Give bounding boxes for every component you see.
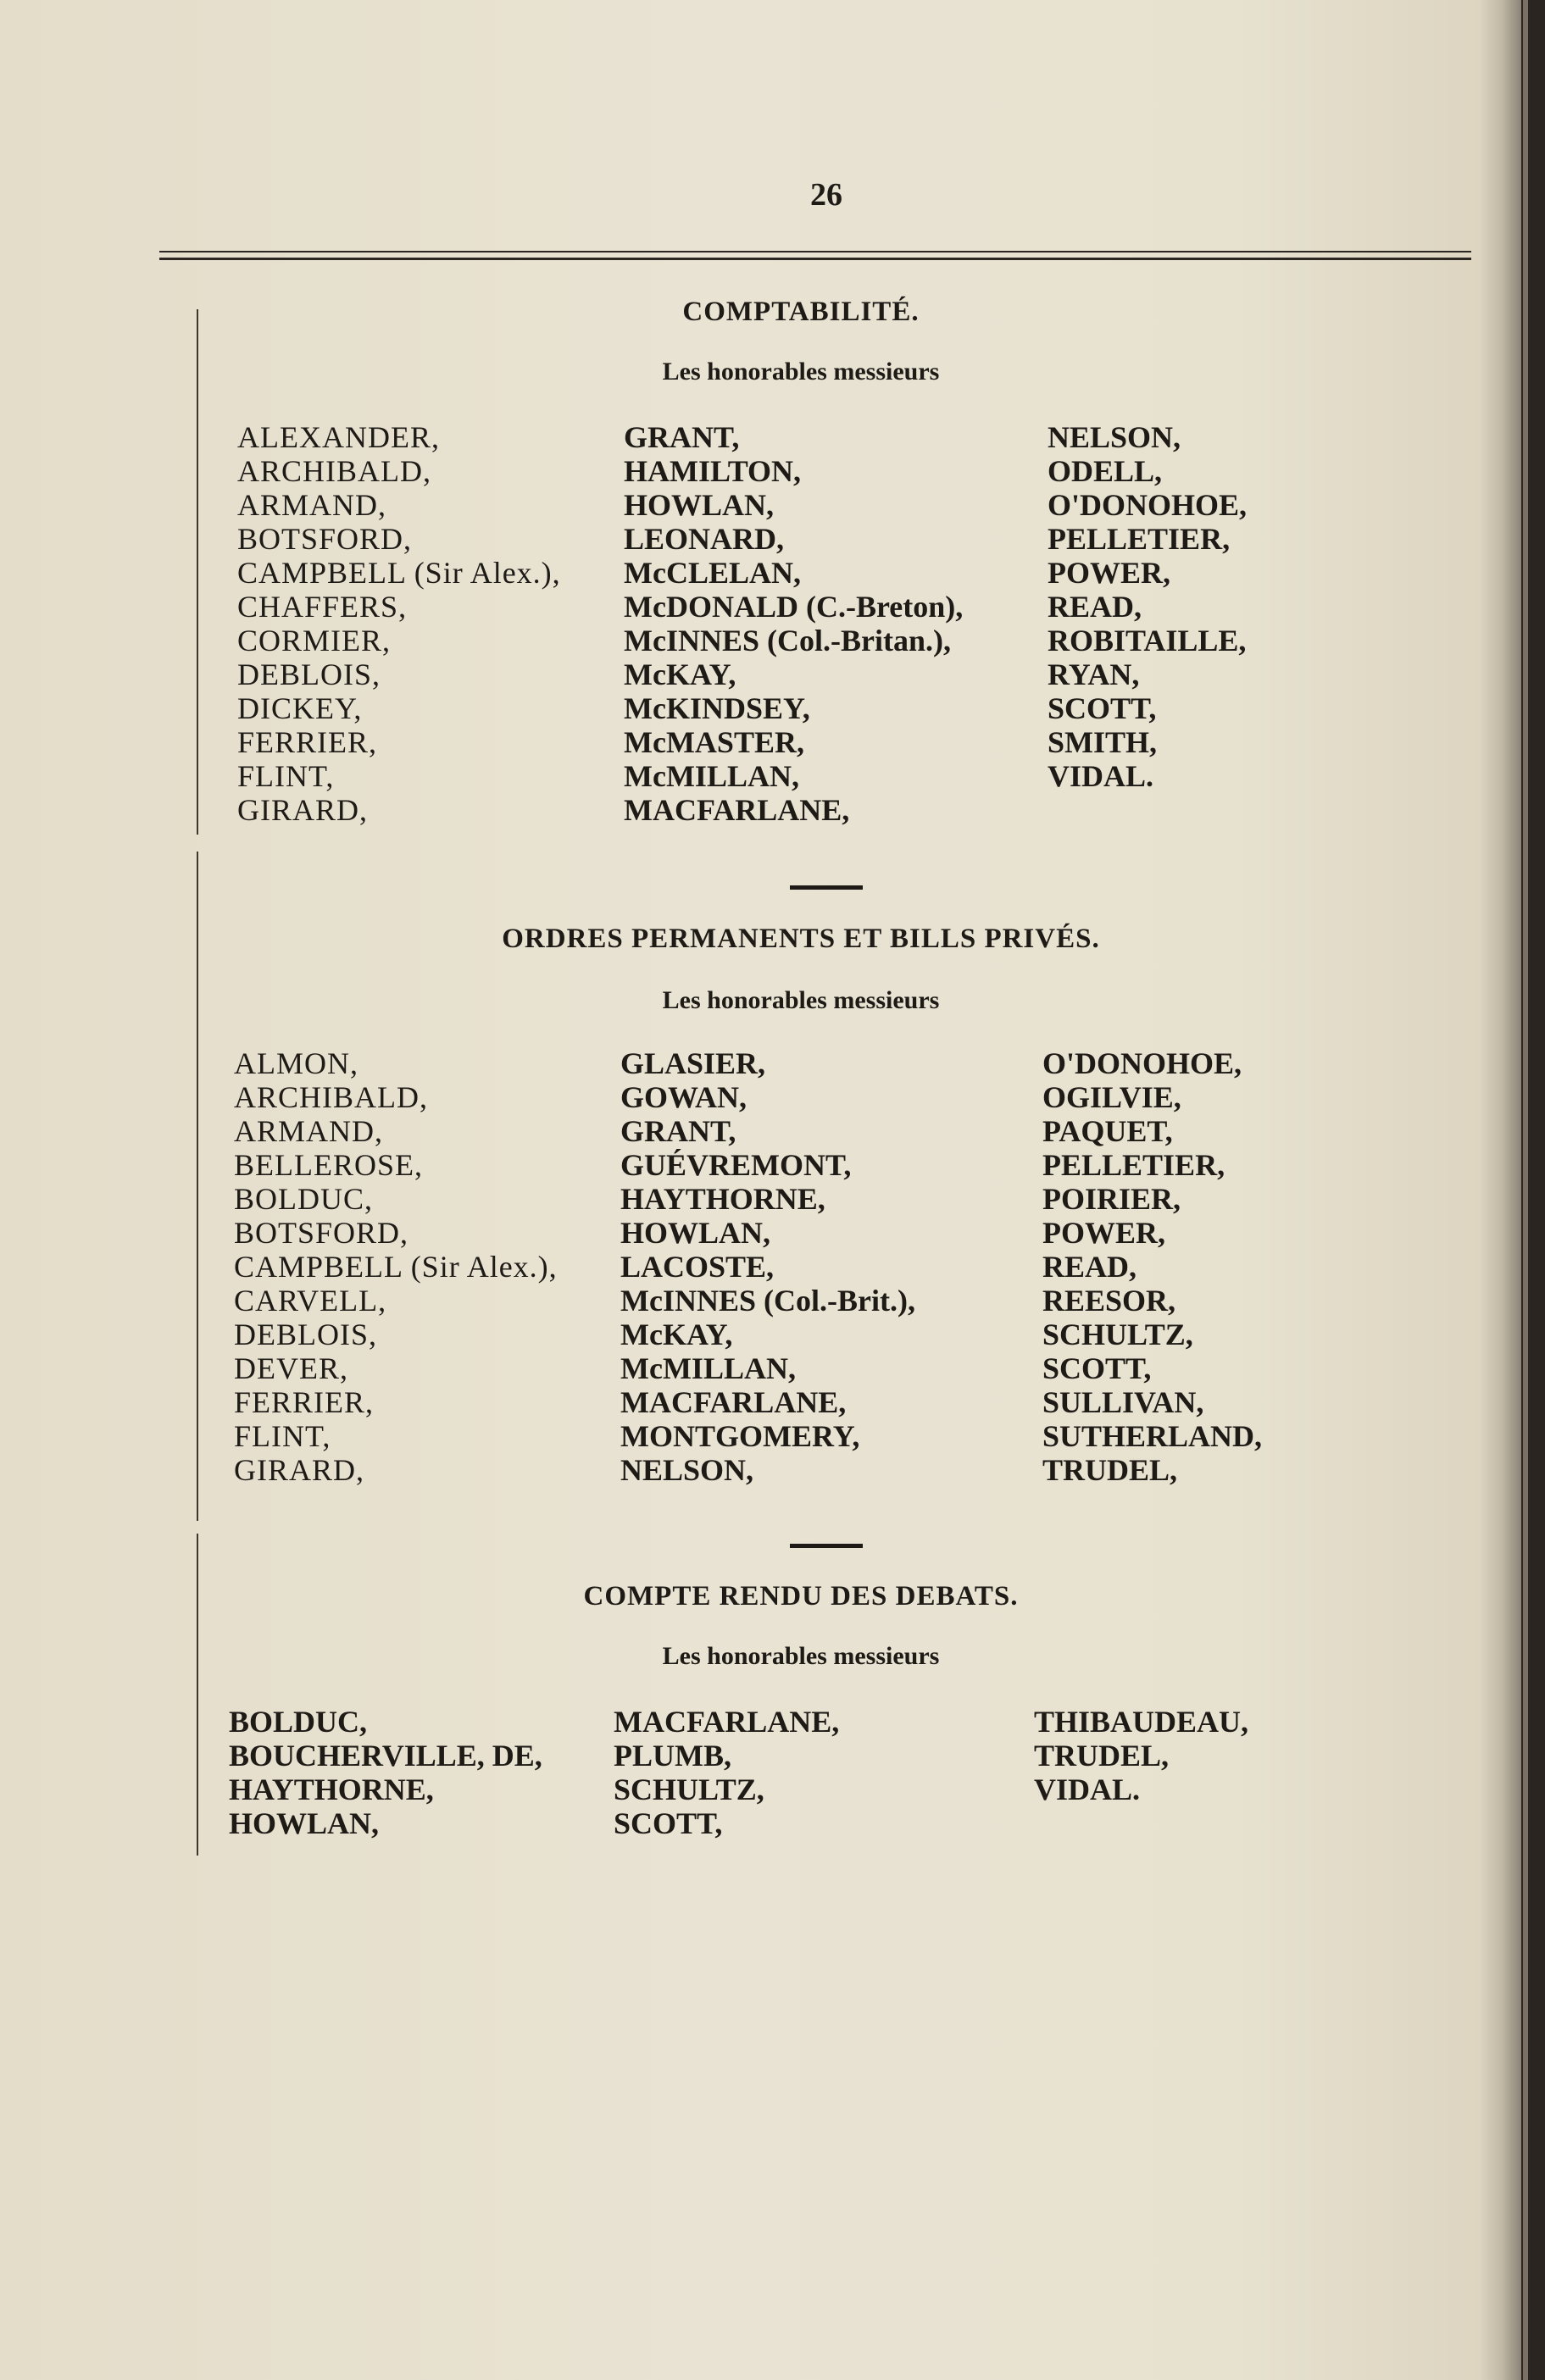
member-name: FERRIER,	[234, 1385, 375, 1419]
member-name: McMASTER,	[624, 725, 804, 759]
member-name: CARVELL,	[234, 1284, 387, 1318]
members-column-3	[1048, 420, 1247, 793]
member-name: ARMAND,	[234, 1114, 384, 1148]
section-subtitle: Les honorables messieurs	[662, 358, 940, 386]
member-name: SCOTT,	[1042, 1351, 1152, 1385]
member-name: McCLELAN,	[624, 556, 801, 590]
member-name: HOWLAN,	[229, 1806, 380, 1840]
member-name: CAMPBELL (Sir Alex.),	[237, 556, 561, 590]
member-name: POWER,	[1048, 556, 1171, 590]
member-name: HOWLAN,	[620, 1216, 771, 1250]
member-name: McINNES (Col.-Brit.),	[620, 1284, 915, 1318]
member-name: NELSON,	[1048, 420, 1181, 454]
member-name: LACOSTE,	[620, 1250, 775, 1284]
section-divider	[790, 885, 863, 890]
section-title: COMPTABILITÉ.	[682, 297, 920, 327]
member-name: HAYTHORNE,	[229, 1773, 434, 1806]
member-name: DEBLOIS,	[234, 1318, 377, 1351]
member-name: GRANT,	[620, 1114, 736, 1148]
member-name: SCHULTZ,	[614, 1773, 764, 1806]
member-name: SMITH,	[1048, 725, 1158, 759]
member-name: McKAY,	[624, 657, 736, 691]
member-name: BOLDUC,	[234, 1182, 374, 1216]
member-name: BOTSFORD,	[237, 522, 413, 556]
member-name: TRUDEL,	[1042, 1453, 1178, 1487]
member-name: FLINT,	[237, 759, 335, 793]
member-name: MACFARLANE,	[614, 1705, 840, 1739]
member-name: RYAN,	[1048, 657, 1140, 691]
member-name: PELLETIER,	[1048, 522, 1231, 556]
member-name: POWER,	[1042, 1216, 1166, 1250]
members-column-1	[234, 1046, 558, 1487]
page-number: 26	[810, 177, 842, 213]
members-column-1	[229, 1705, 542, 1840]
member-name: MACFARLANE,	[624, 793, 850, 827]
section-divider	[790, 1544, 863, 1548]
member-name: ROBITAILLE,	[1048, 624, 1247, 657]
margin-line	[197, 1534, 198, 1856]
member-name: McDONALD (C.-Breton),	[624, 590, 964, 624]
member-name: FERRIER,	[237, 725, 378, 759]
margin-line	[197, 852, 198, 1521]
member-name: PLUMB,	[614, 1739, 731, 1773]
member-name: NELSON,	[620, 1453, 754, 1487]
section-title: ORDRES PERMANENTS ET BILLS PRIVÉS.	[502, 924, 1100, 954]
member-name: ARMAND,	[237, 488, 387, 522]
member-name: BOUCHERVILLE, DE,	[229, 1739, 542, 1773]
member-name: POIRIER,	[1042, 1182, 1181, 1216]
member-name: HAMILTON,	[624, 454, 802, 488]
member-name: REESOR,	[1042, 1284, 1176, 1318]
members-column-2	[620, 1046, 915, 1487]
member-name: OGILVIE,	[1042, 1080, 1181, 1114]
member-name: CHAFFERS,	[237, 590, 408, 624]
member-name: MACFARLANE,	[620, 1385, 847, 1419]
member-name: VIDAL.	[1048, 759, 1154, 793]
member-name: McKAY,	[620, 1318, 733, 1351]
member-name: TRUDEL,	[1034, 1739, 1170, 1773]
member-name: GUÉVREMONT,	[620, 1148, 852, 1182]
member-name: McMILLAN,	[624, 759, 799, 793]
member-name: SUTHERLAND,	[1042, 1419, 1263, 1453]
section-subtitle: Les honorables messieurs	[662, 986, 940, 1014]
member-name: SCOTT,	[614, 1806, 723, 1840]
member-name: CORMIER,	[237, 624, 392, 657]
members-column-2	[614, 1705, 839, 1840]
members-column-3	[1042, 1046, 1262, 1487]
member-name: GIRARD,	[237, 793, 369, 827]
member-name: DEBLOIS,	[237, 657, 381, 691]
member-name: PELLETIER,	[1042, 1148, 1225, 1182]
member-name: O'DONOHOE,	[1048, 488, 1248, 522]
member-name: GOWAN,	[620, 1080, 747, 1114]
margin-line	[197, 309, 198, 835]
member-name: ODELL,	[1048, 454, 1163, 488]
members-column-1	[237, 420, 561, 827]
binding-edge	[1521, 0, 1545, 2380]
member-name: GIRARD,	[234, 1453, 365, 1487]
member-name: ARCHIBALD,	[234, 1080, 429, 1114]
member-name: GRANT,	[624, 420, 740, 454]
member-name: McINNES (Col.-Britan.),	[624, 624, 951, 657]
header-double-rule	[159, 251, 1471, 260]
member-name: GLASIER,	[620, 1046, 766, 1080]
member-name: HAYTHORNE,	[620, 1182, 825, 1216]
member-name: SCHULTZ,	[1042, 1318, 1193, 1351]
member-name: BELLEROSE,	[234, 1148, 423, 1182]
member-name: LEONARD,	[624, 522, 785, 556]
member-name: PAQUET,	[1042, 1114, 1173, 1148]
member-name: MONTGOMERY,	[620, 1419, 860, 1453]
member-name: FLINT,	[234, 1419, 331, 1453]
member-name: ALEXANDER,	[237, 420, 440, 454]
member-name: McKINDSEY,	[624, 691, 810, 725]
member-name: THIBAUDEAU,	[1034, 1705, 1249, 1739]
member-name: SCOTT,	[1048, 691, 1157, 725]
member-name: READ,	[1042, 1250, 1137, 1284]
members-column-3	[1034, 1705, 1248, 1806]
member-name: O'DONOHOE,	[1042, 1046, 1242, 1080]
member-name: HOWLAN,	[624, 488, 775, 522]
section-title: COMPTE RENDU DES DEBATS.	[583, 1581, 1019, 1612]
members-column-2	[624, 420, 963, 827]
member-name: McMILLAN,	[620, 1351, 796, 1385]
member-name: CAMPBELL (Sir Alex.),	[234, 1250, 558, 1284]
spine-shadow	[1479, 0, 1521, 2380]
member-name: DEVER,	[234, 1351, 348, 1385]
member-name: SULLIVAN,	[1042, 1385, 1204, 1419]
member-name: BOLDUC,	[229, 1705, 368, 1739]
member-name: ARCHIBALD,	[237, 454, 432, 488]
member-name: ALMON,	[234, 1046, 358, 1080]
section-subtitle: Les honorables messieurs	[662, 1642, 940, 1670]
member-name: READ,	[1048, 590, 1142, 624]
member-name: VIDAL.	[1034, 1773, 1141, 1806]
member-name: DICKEY,	[237, 691, 363, 725]
member-name: BOTSFORD,	[234, 1216, 409, 1250]
